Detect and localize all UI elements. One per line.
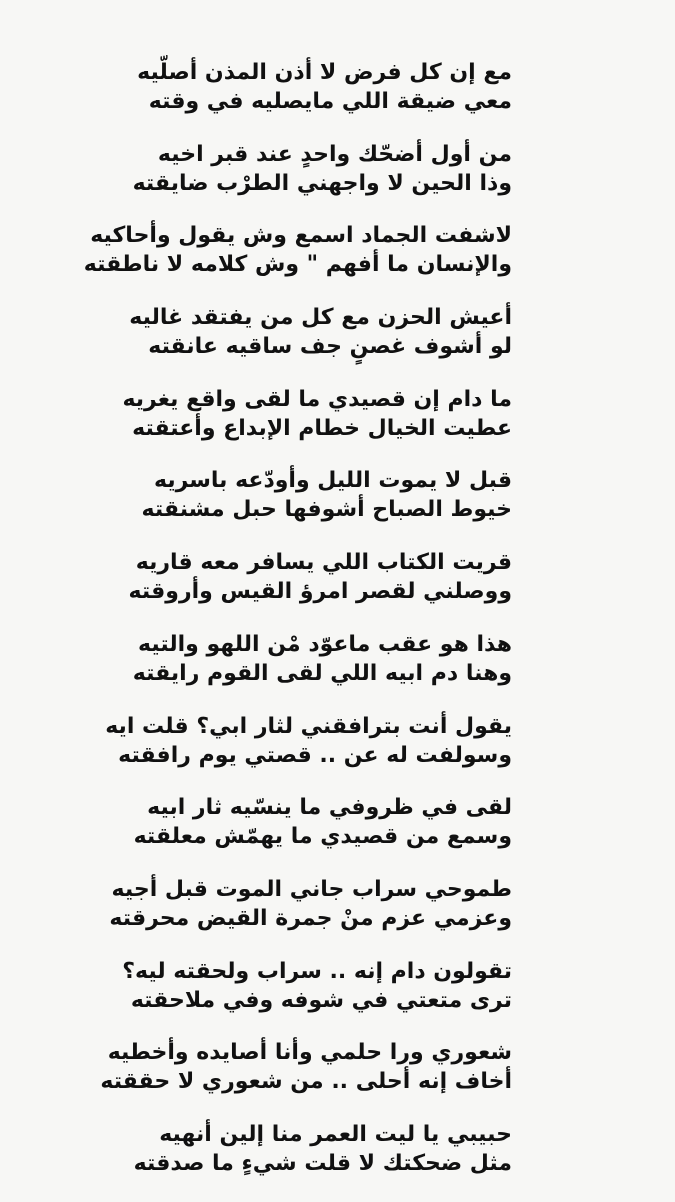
- verse-line: تقولون دام إنه .. سراب ولحقته ليه؟: [122, 958, 512, 984]
- verse-line: لاشفت الجماد اسمع وش يقول وأحاكيه: [90, 223, 512, 249]
- stanza-9: [0, 712, 675, 794]
- verse-line: أخاف إنه أحلى .. من شعوري لا حققته: [100, 1069, 512, 1095]
- verse-line: مع إن كل فرض لا أذن المذن أصلّيه: [137, 60, 512, 85]
- stanza-4: [0, 303, 675, 385]
- verse-line: قبل لا يموت الليل وأودّعه باسريه: [153, 468, 512, 494]
- verse-line: هذا هو عقب ماعوّد مْن اللهو والتيه: [138, 631, 512, 657]
- verse-line: مثل ضحكتك لا قلت شيءٍ ما صدقته: [133, 1150, 512, 1176]
- verse-line: ووصلني لقصر امرؤ القيس وأروقته: [128, 579, 512, 605]
- verse-line: والإنسان ما أفهم " وش كلامه لا ناطقته: [83, 252, 512, 278]
- verse-line: قريت الكتاب اللي يسافر معه قاريه: [135, 550, 512, 576]
- stanza-13: [0, 1038, 675, 1120]
- verse-line: وعزمي عزم منْ جمرة القيض محرقته: [109, 905, 512, 931]
- verse-line: يقول أنت بترافقني لثار ابي؟ قلت ايه: [105, 713, 512, 739]
- stanza-3: [0, 221, 675, 303]
- verse-line: عطيت الخيال خطام الإبداع وأعتقته: [132, 415, 512, 441]
- stanza-10: [0, 793, 675, 875]
- verse-line: من أول أضحّك واحدٍ عند قبر اخيه: [157, 141, 512, 167]
- verse-line: طموحي سراب جاني الموت قبل أجيه: [111, 876, 512, 902]
- verse-line: ترى متعتي في شوفه وفي ملاحقته: [130, 987, 512, 1013]
- stanza-5: [0, 385, 675, 467]
- stanza-7: [0, 548, 675, 630]
- poem-text: [0, 58, 675, 1202]
- verse-line: خيوط الصباح أشوفها حبل مشنقته: [141, 497, 512, 523]
- verse-line: وسولفت له عن .. قصتي يوم رافقته: [118, 742, 512, 768]
- verse-line: أعيش الحزن مع كل من يفتقد غاليه: [129, 305, 512, 331]
- verse-line: حبيبي يا ليت العمر منا إلين أنهيه: [159, 1121, 512, 1147]
- stanza-8: [0, 630, 675, 712]
- verse-line: شعوري ورا حلمي وأنا أصايده وأخطيه: [107, 1040, 512, 1066]
- verse-line: وذا الحين لا واجهني الطرْب ضايقته: [132, 170, 512, 196]
- stanza-12: [0, 957, 675, 1039]
- stanza-6: [0, 466, 675, 548]
- stanza-11: [0, 875, 675, 957]
- verse-line: لقى في ظروفي ما ينسّيه ثار ابيه: [147, 795, 512, 821]
- verse-line: وسمع من قصيدي ما يهمّش معلقته: [133, 824, 512, 850]
- verse-line: وهنا دم ابيه اللي لقى القوم رايقته: [132, 660, 512, 686]
- stanza-14: [0, 1120, 675, 1202]
- verse-line: معي ضيقة اللي مايصليه في وقته: [148, 89, 512, 114]
- verse-line: لو أشوف غصنٍ جف ساقيه عانقته: [148, 334, 512, 360]
- stanza-2: [0, 140, 675, 222]
- verse-line: ما دام إن قصيدي ما لقى واقع يغريه: [122, 386, 512, 412]
- stanza-1: [0, 58, 675, 140]
